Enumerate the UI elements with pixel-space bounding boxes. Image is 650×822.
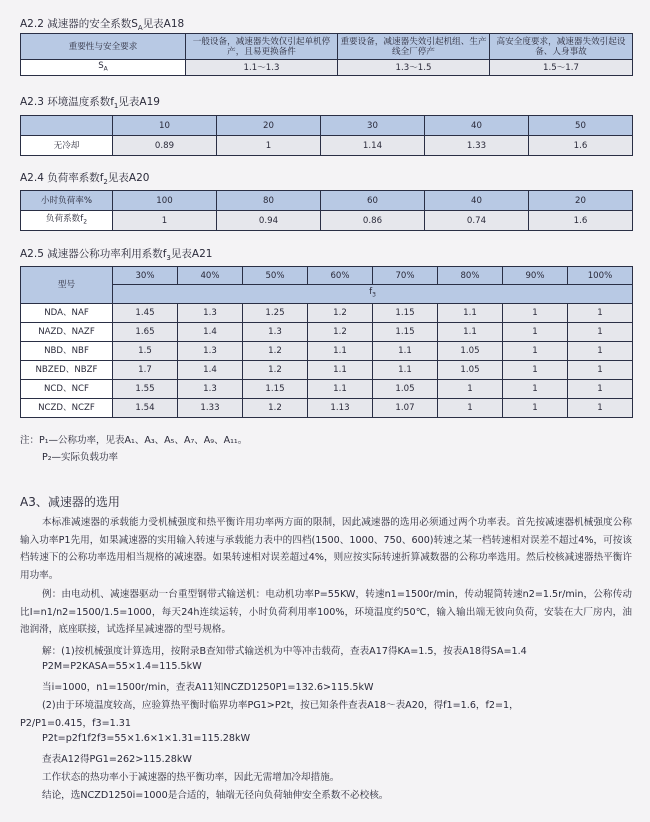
table-row (21, 342, 633, 361)
a21-percent: 80% (438, 267, 503, 285)
a21-value: 1 (503, 361, 568, 380)
a21-percent: 90% (503, 267, 568, 285)
a21-percent: 100% (568, 267, 633, 285)
table-a21-caption: A2.5 减速器公称功率利用系数$f_3$见表A21 (20, 248, 213, 263)
table-a20 (20, 190, 633, 231)
a18-value: 1.1～1.3 (186, 60, 338, 76)
a20-load: 80 (217, 191, 321, 211)
a20-row2-label: 负荷系数$f_2$ (21, 211, 113, 231)
a20-value: 1.6 (529, 211, 633, 231)
table-a20-caption: A2.4 负荷率系数$f_2$见表A20 (20, 172, 150, 187)
a18-value: 1.3～1.5 (338, 60, 490, 76)
a21-percent: 50% (243, 267, 308, 285)
a20-row1-label: 小时负荷率% (21, 191, 113, 211)
a21-value: 1 (568, 304, 633, 323)
section-title: A3、减速器的选用 (20, 495, 120, 509)
solution-check-2: 查表A12得PG1=262>115.28kW (42, 754, 192, 765)
a21-value: 1 (568, 361, 633, 380)
a21-model-name: NAZD、NAZF (21, 323, 113, 342)
a21-value: 1.2 (243, 399, 308, 418)
a21-value: 1.2 (308, 323, 373, 342)
a19-value: 0.89 (113, 136, 217, 156)
a21-value: 1.15 (243, 380, 308, 399)
a21-value: 1 (568, 380, 633, 399)
a21-value: 1.1 (308, 361, 373, 380)
a20-value: 0.74 (425, 211, 529, 231)
a21-value: 1.55 (113, 380, 178, 399)
solution-formula-1: P2M=P2KASA=55×1.4=115.5kW (42, 661, 202, 672)
solution-step-1: 解：(1)按机械强度计算选用，按附录B查知带式输送机为中等冲击载荷，查表A17得KA=1.5，按表A18得SA=1.4 (42, 646, 527, 657)
a20-load: 60 (321, 191, 425, 211)
a21-value: 1 (568, 399, 633, 418)
table-row (21, 399, 633, 418)
a21-value: 1 (438, 399, 503, 418)
solution-thermal-note: 工作状态的热功率小于减速器的热平衡功率，因此无需增加冷却措施。 (42, 772, 340, 783)
table-row (21, 304, 633, 323)
a21-value: 1.2 (243, 342, 308, 361)
a21-model-name: NCZD、NCZF (21, 399, 113, 418)
a20-value: 0.94 (217, 211, 321, 231)
a18-header-col1: 一般设备，减速器失效仅引起单机停产，且易更换备件 (186, 34, 338, 60)
a21-value: 1.4 (178, 323, 243, 342)
a21-value: 1.7 (113, 361, 178, 380)
a21-model-name: NBZED、NBZF (21, 361, 113, 380)
a21-value: 1.3 (243, 323, 308, 342)
a19-temp: 10 (113, 116, 217, 136)
a21-value: 1.1 (373, 361, 438, 380)
table-a18-caption: A2.2 减速器的安全系数$S_A$见表A18 (20, 18, 185, 33)
a21-value: 1.3 (178, 304, 243, 323)
a21-value: 1.07 (373, 399, 438, 418)
a20-value: 0.86 (321, 211, 425, 231)
note-p1: 注：P₁—公称功率，见表A₁、A₃、A₅、A₇、A₉、A₁₁。 (20, 435, 248, 446)
a21-value: 1.1 (308, 342, 373, 361)
a19-corner (21, 116, 113, 136)
a18-header-label: 重要性与安全要求 (21, 34, 186, 60)
a21-value: 1 (503, 399, 568, 418)
a21-value: 1.1 (438, 323, 503, 342)
table-a19 (20, 115, 633, 156)
a21-value: 1.1 (438, 304, 503, 323)
solution-ratio: P2/P1=0.415，f3=1.31 (20, 718, 131, 729)
paragraph-example: 例：由电动机、减速器驱动一台重型钢带式输送机：电动机功率P=55KW，转速n1=1500r/min，传动辊筒转速n2=1.5r/min，公称传动比I=n1/n2=1500/1.5=1000，每天24h连续运转，小时负荷利用率100%，环境温度约50℃，输入输出端无彼向负荷，安装在大厂房内，油池润滑，底座联接，试选择星减速器的型号规格。 (20, 589, 632, 635)
a19-temp: 50 (529, 116, 633, 136)
a19-row-label: 无冷却 (21, 136, 113, 156)
a21-value: 1.65 (113, 323, 178, 342)
a21-value: 1 (503, 304, 568, 323)
a21-value: 1 (568, 323, 633, 342)
a20-load: 100 (113, 191, 217, 211)
a21-value: 1 (503, 342, 568, 361)
table-row (21, 380, 633, 399)
a19-value: 1.33 (425, 136, 529, 156)
a21-percent: 70% (373, 267, 438, 285)
a21-value: 1 (438, 380, 503, 399)
a18-header-col3: 高安全度要求，减速器失效引起设备、人身事故 (490, 34, 633, 60)
a19-value: 1 (217, 136, 321, 156)
a19-value: 1.14 (321, 136, 425, 156)
solution-check-1: 当i=1000，n1=1500r/min，查表A11知NCZD1250P1=132.6>115.5kW (42, 682, 374, 693)
a21-model-name: NDA、NAF (21, 304, 113, 323)
a21-value: 1.25 (243, 304, 308, 323)
a21-value: 1.4 (178, 361, 243, 380)
a21-f3-label: $f_3$ (113, 285, 633, 304)
a21-value: 1 (568, 342, 633, 361)
table-row (21, 361, 633, 380)
a21-value: 1.3 (178, 380, 243, 399)
a21-value: 1.05 (373, 380, 438, 399)
a21-value: 1.15 (373, 304, 438, 323)
a21-percent: 30% (113, 267, 178, 285)
a21-value: 1.15 (373, 323, 438, 342)
table-a18 (20, 33, 633, 76)
a21-value: 1.05 (438, 342, 503, 361)
a21-value: 1.2 (308, 304, 373, 323)
a21-value: 1.5 (113, 342, 178, 361)
solution-step-2: (2)由于环境温度较高，应验算热平衡时临界功率PG1>P2t，按已知条件查表A18～表A20，得f1=1.6，f2=1， (42, 700, 519, 711)
a21-value: 1.1 (308, 380, 373, 399)
a21-value: 1 (503, 323, 568, 342)
table-row (21, 323, 633, 342)
note-p2: P₂—实际负载功率 (42, 452, 119, 463)
a21-model-name: NCD、NCF (21, 380, 113, 399)
a18-header-col2: 重要设备，减速器失效引起机组、生产线全厂停产 (338, 34, 490, 60)
paragraph-intro: 本标准减速器的承载能力受机械强度和热平衡许用功率两方面的限制，因此减速器的选用必须通过两个功率表。首先按减速器机械强度公称输入功率P1先用，如果减速器的实用输入转速与承载能力表中的四档(1500、1000、750、600)转速之某一档转速相对误差不超过4%，可按该档转速下的公称功率选用相当规格的减速器。如果转速相对误差超过4%，则应按实际转速折算减数器的公称功率选用。然后校核减速器热平衡许用功率。 (20, 517, 632, 581)
a21-value: 1.3 (178, 342, 243, 361)
a19-value: 1.6 (529, 136, 633, 156)
solution-formula-2: P2t=p2f1f2f3=55×1.6×1×1.31=115.28kW (42, 733, 251, 744)
a21-value: 1.13 (308, 399, 373, 418)
a18-row-label: $S_A$ (21, 60, 186, 76)
table-a21 (20, 266, 633, 418)
a20-load: 40 (425, 191, 529, 211)
a21-value: 1.1 (373, 342, 438, 361)
a21-value: 1.2 (243, 361, 308, 380)
a18-value: 1.5～1.7 (490, 60, 633, 76)
solution-conclusion: 结论，选NCZD1250i=1000是合适的，轴端无径向负荷轴伸安全系数不必校核。 (42, 790, 389, 801)
a19-temp: 30 (321, 116, 425, 136)
a19-temp: 20 (217, 116, 321, 136)
a21-percent: 40% (178, 267, 243, 285)
a21-value: 1.45 (113, 304, 178, 323)
a21-type-label: 型号 (21, 267, 113, 304)
a20-load: 20 (529, 191, 633, 211)
a19-temp: 40 (425, 116, 529, 136)
a21-percent: 60% (308, 267, 373, 285)
a21-value: 1.33 (178, 399, 243, 418)
a21-value: 1 (503, 380, 568, 399)
a21-value: 1.54 (113, 399, 178, 418)
a21-model-name: NBD、NBF (21, 342, 113, 361)
a21-value: 1.05 (438, 361, 503, 380)
a20-value: 1 (113, 211, 217, 231)
table-a19-caption: A2.3 环境温度系数$f_1$见表A19 (20, 96, 160, 111)
